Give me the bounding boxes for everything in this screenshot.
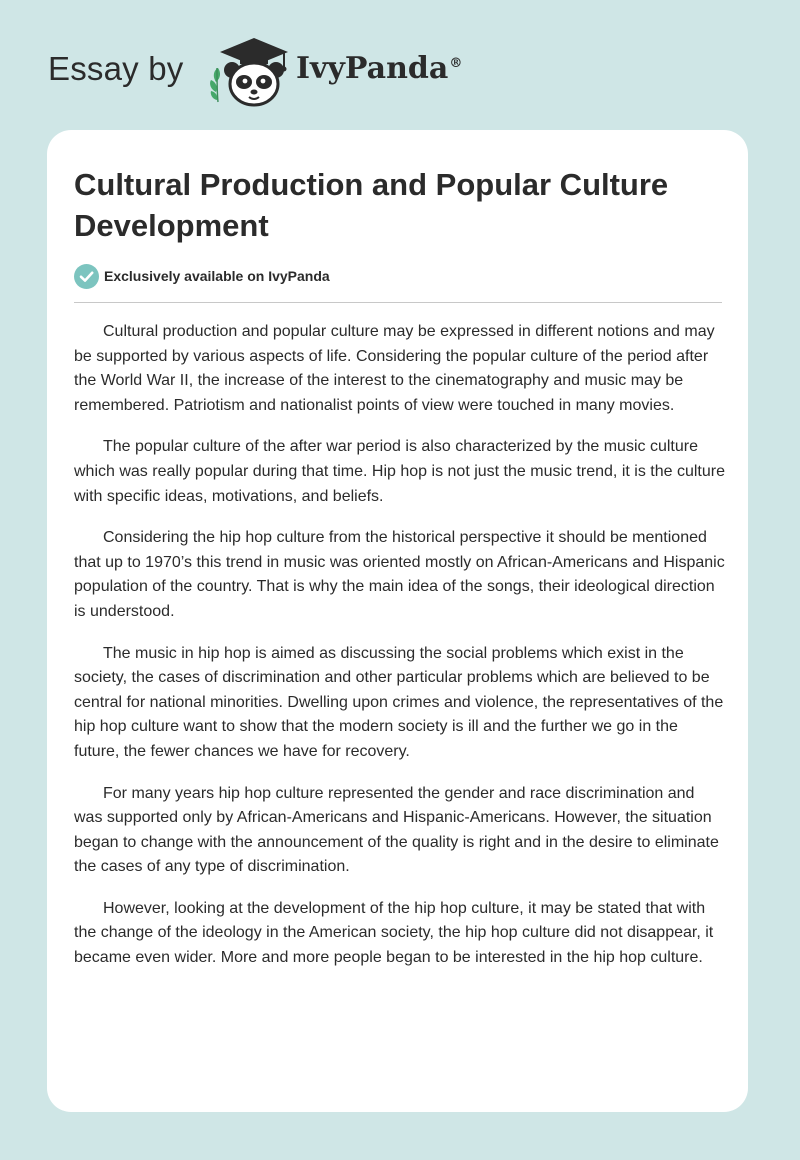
essay-title: Cultural Production and Popular Culture Development <box>74 167 669 243</box>
paragraph: The music in hip hop is aimed as discussing the social problems which exist in the society, the cases of discrimination and other particular problems which are believed to be central for national minorities. Dwelling upon crimes and violence, the representatives of the hip hop culture want to show that the modern society is ill and the further we go in the future, the fewer chances we have for recovery. <box>74 644 724 760</box>
brand-prefix: Essay by <box>48 50 184 87</box>
check-icon <box>74 264 99 289</box>
registered-mark: ® <box>449 56 463 71</box>
title-divider <box>74 302 722 303</box>
paragraph: The popular culture of the after war period is also characterized by the music culture which was really popular during that time. Hip hop is not just the music trend, it is the culture with specific ideas, motivations, and beliefs. <box>74 438 725 505</box>
brand-header <box>48 36 468 108</box>
brand-name[interactable] <box>296 51 462 86</box>
paragraph: However, looking at the development of the hip hop culture, it may be stated that with the change of the ideology in the American society, the hip hop culture did not disappear, it became even wider. More and more people began to be interested in the hip hop culture. <box>74 899 714 967</box>
exclusive-badge-text: Exclusively available on IvyPanda <box>104 268 330 284</box>
paragraph: Cultural production and popular culture may be expressed in different notions and may be supported by various aspects of life. Considering the popular culture of the period after the World War II, the increase of the interest to the cinematography and music may be remembered. Patriotism and nationalist points of view were touched in many movies. <box>74 323 715 414</box>
exclusive-badge <box>74 263 330 289</box>
brand-name-text: IvyPanda <box>296 51 449 86</box>
essay-card <box>47 130 748 1112</box>
panda-logo-icon[interactable] <box>202 36 292 108</box>
essay-body <box>74 320 726 988</box>
paragraph: For many years hip hop culture represented the gender and race discrimination and was supported only by African-Americans and Hispanic-Americans. However, the situation began to change with the announcement of the quality is right and in the desire to eliminate the cases of any type of discrimination. <box>74 784 719 876</box>
paragraph: Considering the hip hop culture from the historical perspective it should be mentioned that up to 1970’s this trend in music was oriented mostly on African-Americans and Hispanic population of the country. That is why the main idea of the songs, their ideological direction is understood. <box>74 529 725 620</box>
